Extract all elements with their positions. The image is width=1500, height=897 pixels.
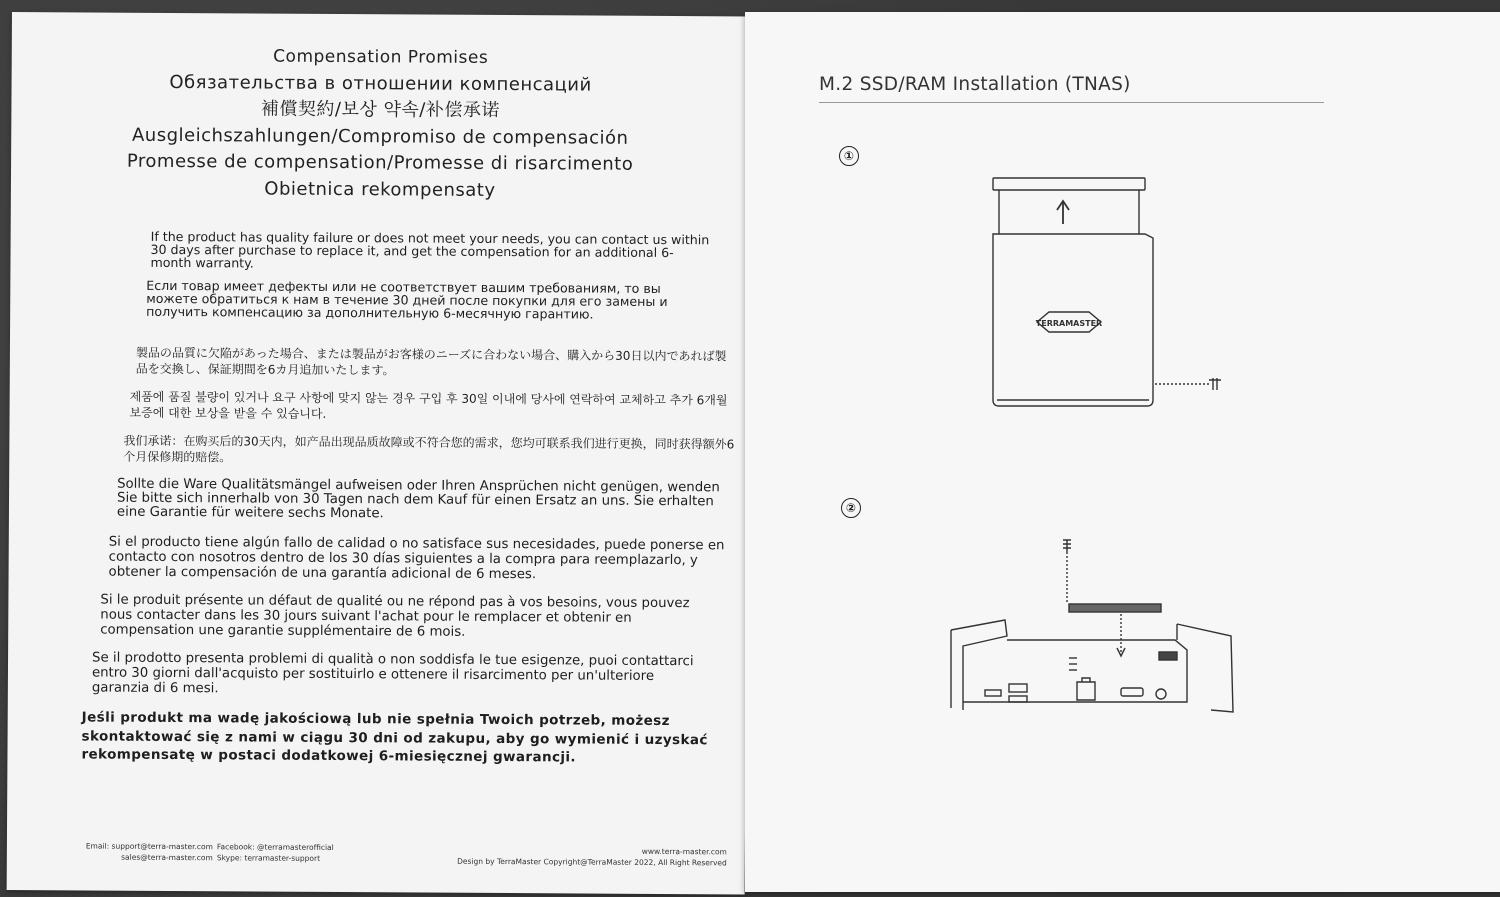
paragraph-ko: 제품에 품질 불량이 있거나 요구 사항에 맞지 않는 경우 구입 후 30일 이내에 당사에 연락하여 교체하고 추가 6개월 보증에 대한 보상을 받을 수 있습니다.: [129, 389, 728, 421]
title-fr-it: Promesse de compensation/Promesse di risarcimento: [126, 150, 634, 175]
step-1-marker: ①: [839, 146, 859, 166]
installation-leaflet: [745, 12, 1500, 892]
footer-skype: Skype: terramaster-support: [216, 853, 321, 863]
ethernet-port: [1077, 678, 1095, 700]
paragraph-de: Sollte die Ware Qualitätsmängel aufweisen oder Ihren Ansprüchen nicht genügen, wenden Sie bitte sich innerhalb von 30 Tagen nach dem Kauf für einen Ersatz an uns. Sie erhalten eine Garantie für weitere sechs Monate.: [116, 476, 720, 522]
right-wall: [1177, 624, 1233, 712]
compensation-leaflet: [7, 12, 750, 894]
m2-ssd: [1069, 604, 1161, 612]
footer-social: [217, 841, 417, 864]
footer-email-sales: sales@terra-master.com: [121, 852, 213, 863]
paragraph-ja: 製品の品質に欠陥があった場合、または製品がお客様のニーズに合わない場合、購入から30日以内であれば製品を交換し、保証期間を6カ月追加いたします。: [135, 345, 727, 378]
title-pl: Obietnica rekompensaty: [264, 178, 496, 201]
paragraph-es: Si el producto tiene algún fallo de calidad o no satisface sus necesidades, puede ponerse en contacto con nosotros dentro de los 30 días siguientes a la compra para reemplazarlo, y obtener la compensación de una garantía adicional de 6 meses.: [108, 534, 725, 583]
ram-slot: [1159, 652, 1177, 660]
title-block: [11, 42, 750, 206]
port-1: [985, 690, 1001, 696]
footer-copyright: Design by TerraMaster Copyright@TerraMaster 2022, All Right Reserved: [457, 856, 727, 868]
power-jack: [1156, 689, 1166, 699]
nas-board-diagram: [945, 532, 1245, 732]
footer-website: www.terra-master.com: [641, 846, 727, 857]
title-cjk: 補償契約/보상 약속/补偿承诺: [260, 98, 500, 121]
footer-facebook: Facebook: @terramasterofficial: [216, 842, 334, 852]
logo-text: TERRAMASTER: [1035, 319, 1103, 328]
paragraph-it: Se il prodotto presenta problemi di qualità o non soddisfa le tue esigenze, puoi contattarci entro 30 giorni dall'acquisto per sostituirlo e ottenere il risarcimento per un'ulteriore garanzia di 6 mesi.: [91, 650, 694, 697]
screw-icon: [1063, 540, 1071, 554]
footer-web: [427, 845, 727, 869]
usb-port: [1009, 684, 1027, 692]
step-2-marker: ②: [841, 498, 861, 518]
footer-email: [53, 840, 213, 863]
board-base: [963, 640, 1187, 702]
title-en: Compensation Promises: [273, 46, 489, 68]
title-divider: [819, 102, 1324, 103]
lid-top: [993, 178, 1145, 190]
paragraph-ru: Если товар имеет дефекты или не соответствует вашим требованиям, то вы можете обратиться к нам в течение 30 дней после покупки для его замены и получить компенсацию за дополнительную 6-месячную гарантию.: [146, 277, 668, 322]
paragraph-pl: Jeśli produkt ma wadę jakościową lub nie spełnia Twoich potrzeb, możesz skontaktować się z nami w ciągu 30 dni od zakupu, aby go wymienić i uzyskać rekompensatę w postaci dodatkowej 6-miesięcznej gwarancji.: [81, 709, 708, 766]
installation-title: M.2 SSD/RAM Installation (TNAS): [819, 74, 1131, 95]
usb-port-2: [1009, 696, 1027, 702]
footer-email-support: Email: support@terra-master.com: [85, 841, 213, 852]
hdmi-port: [1121, 688, 1143, 696]
paragraph-en: If the product has quality failure or does not meet your needs, you can contact us within 30 days after purchase to replace it, and get the compensation for an additional 6-month warranty.: [150, 228, 710, 271]
paragraph-fr: Si le produit présente un défaut de qualité ou ne répond pas à vos besoins, vous pouvez nous contacter dans les 30 jours suivant l'achat pour le remplacer et obtenir en compensation une garantie supplémentaire de 6 mois.: [100, 592, 690, 640]
nas-lid-diagram: [985, 172, 1245, 422]
title-ru: Обязательства в отношении компенсаций: [169, 71, 592, 96]
paragraph-zh: 我们承诺：在购买后的30天内，如产品出现品质故障或不符合您的需求，您均可联系我们进行更换，同时获得额外6个月保修期的赔偿。: [123, 433, 735, 465]
screw-icon: [1209, 378, 1221, 390]
title-de-es: Ausgleichszahlungen/Compromiso de compensación: [131, 124, 629, 149]
